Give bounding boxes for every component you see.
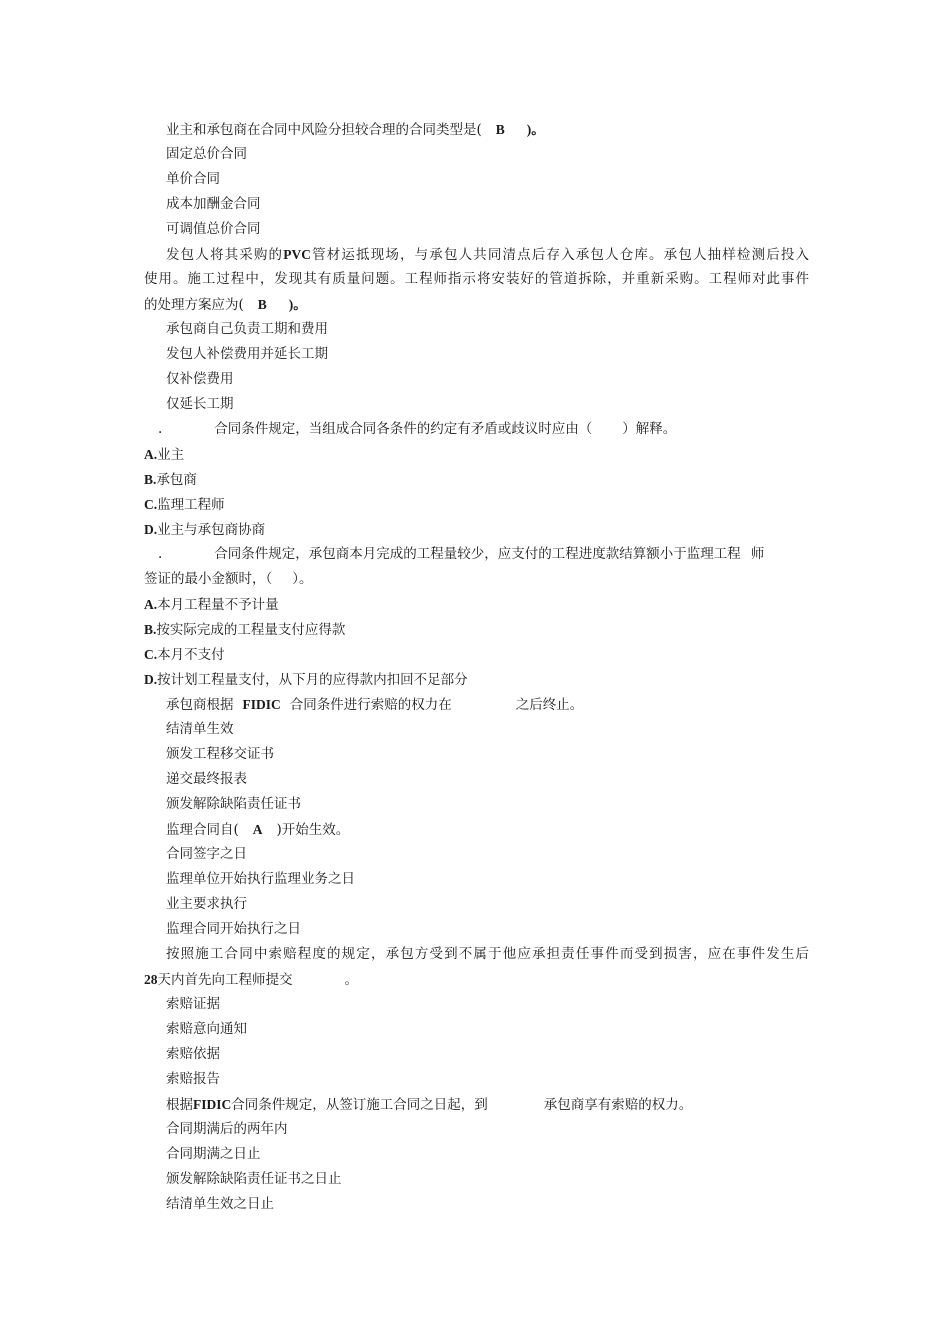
q7-option-3: 索赔依据 — [166, 1046, 220, 1062]
q5-option-3: 递交最终报表 — [166, 771, 247, 787]
q2-option-2: 发包人补偿费用并延长工期 — [166, 346, 328, 362]
question-3-stem — [144, 417, 809, 442]
q3-option-b — [144, 467, 809, 492]
q3-option-a-letter: A. — [144, 447, 158, 462]
q8-option-4: 结清单生效之日止 — [166, 1196, 274, 1212]
q4-option-a-letter: A. — [144, 597, 158, 612]
question-8-stem — [166, 1092, 809, 1117]
q7-option-1: 索赔证据 — [166, 996, 220, 1012]
q4-option-b — [144, 617, 809, 642]
question-2-line-3 — [144, 292, 809, 317]
q1-option-4: 可调值总价合同 — [166, 221, 261, 237]
q4-option-d-text: 按计划工程量支付，从下月的应得款内扣回不足部分 — [157, 672, 468, 688]
q1-option-3: 成本加酬金合同 — [166, 196, 261, 212]
q1-option-1: 固定总价合同 — [166, 146, 247, 162]
q4-option-c-text: 本月不支付 — [157, 647, 225, 663]
q5-option-4: 颁发解除缺陷责任证书 — [166, 796, 301, 812]
q3-option-d-letter: D. — [144, 522, 158, 537]
q4-text: 合同条件规定，承包商本月完成的工程量较少，应支付的工程进度款结算额小于监理工程 — [214, 546, 741, 562]
q8-text-b: 合同条件规定，从签订施工合同之日起，到 — [231, 1097, 488, 1113]
q4-option-c-letter: C. — [144, 647, 158, 662]
q8-text-c: 承包商享有索赔的权力。 — [543, 1097, 693, 1113]
q2-option-1: 承包商自己负责工期和费用 — [166, 321, 328, 337]
q7-text-b: 天内首先向工程师提交 — [157, 972, 293, 988]
question-5-stem — [166, 692, 809, 717]
q4-option-c — [144, 642, 809, 667]
q3-option-b-text: 承包商 — [156, 472, 197, 488]
q6-text-a: 监理合同自( — [166, 822, 239, 838]
q4-stem-end: ）。 — [292, 571, 313, 587]
q4-text-c: 签证的最小金额时，（ — [144, 571, 273, 587]
q7-days: 28 — [144, 972, 158, 987]
q2-pvc: PVC — [283, 247, 311, 262]
question-6-stem — [166, 817, 809, 842]
q5-fidic: FIDIC — [242, 697, 281, 712]
q4-option-b-text: 按实际完成的工程量支付应得款 — [156, 622, 346, 638]
q6-answer: A — [252, 822, 263, 837]
question-2-line-1 — [166, 242, 809, 267]
q2-stem-end: )。 — [288, 297, 307, 312]
q4-dot: . — [158, 546, 163, 562]
q1-option-2: 单价合同 — [166, 171, 220, 187]
q5-text-c: 之后终止。 — [515, 697, 584, 713]
q2-option-3: 仅补偿费用 — [166, 371, 234, 387]
q3-option-a — [144, 442, 809, 467]
q7-text-c: 。 — [344, 972, 358, 988]
q5-option-2: 颁发工程移交证书 — [166, 746, 274, 762]
q3-option-c — [144, 492, 809, 517]
q3-option-c-text: 监理工程师 — [157, 497, 225, 513]
q5-text-a: 承包商根据 — [166, 697, 234, 713]
q3-option-b-letter: B. — [144, 472, 157, 487]
q4-option-a — [144, 592, 809, 617]
question-4-line-1 — [144, 542, 809, 567]
q3-option-a-text: 业主 — [157, 447, 185, 463]
question-4-line-2 — [144, 567, 809, 592]
q6-option-4: 监理合同开始执行之日 — [166, 921, 301, 937]
q4-option-b-letter: B. — [144, 622, 157, 637]
q5-option-1: 结清单生效 — [166, 721, 234, 737]
q8-text-a: 根据 — [166, 1097, 193, 1113]
question-1-stem — [166, 117, 809, 142]
q4-option-a-text: 本月工程量不予计量 — [157, 597, 279, 613]
q8-option-3: 颁发解除缺陷责任证书之日止 — [166, 1171, 342, 1187]
q2-option-4: 仅延长工期 — [166, 396, 234, 412]
q6-option-1: 合同签字之日 — [166, 846, 247, 862]
question-7-line-2 — [144, 967, 809, 992]
q7-option-2: 索赔意向通知 — [166, 1021, 247, 1037]
q5-text-b: 合同条件进行索赔的权力在 — [289, 697, 452, 713]
q6-option-2: 监理单位开始执行监理业务之日 — [166, 871, 355, 887]
q2-answer: B — [257, 297, 267, 312]
q3-dot: . — [158, 421, 163, 437]
q3-option-d — [144, 517, 809, 542]
q2-text-b: 管材运抵现场，与承包人共同清点后存入承包人仓库。承包人抽样检测后投入 — [310, 247, 809, 263]
q3-option-d-text: 业主与承包商协商 — [157, 522, 266, 538]
q3-stem-end: ）解释。 — [622, 421, 677, 437]
q6-option-3: 业主要求执行 — [166, 896, 247, 912]
question-7-line-1: 按照施工合同中索赔程度的规定，承包方受到不属于他应承担责任事件而受到损害，应在事件发生后 — [166, 946, 809, 962]
q7-option-4: 索赔报告 — [166, 1071, 220, 1087]
question-2-line-2: 使用。施工过程中，发现其有质量问题。工程师指示将安装好的管道拆除，并重新采购。工程师对此事件 — [144, 271, 809, 287]
q4-text-end: 师 — [750, 546, 765, 562]
q8-option-2: 合同期满之日止 — [166, 1146, 261, 1162]
q1-answer: B — [495, 122, 505, 137]
q3-stem-text: 合同条件规定，当组成合同各条件的约定有矛盾或歧议时应由（ — [214, 421, 593, 437]
q2-text-a: 发包人将其采购的 — [166, 247, 284, 263]
q1-stem-text: 业主和承包商在合同中风险分担较合理的合同类型是( — [166, 122, 482, 138]
q4-option-d-letter: D. — [144, 672, 158, 687]
q8-fidic: FIDIC — [193, 1097, 232, 1112]
q1-stem-end: )。 — [526, 122, 545, 137]
q6-text-b: )开始生效。 — [276, 822, 350, 838]
q3-option-c-letter: C. — [144, 497, 158, 512]
q2-text-c: 的处理方案应为( — [144, 297, 244, 313]
q4-option-d — [144, 667, 809, 692]
q8-option-1: 合同期满后的两年内 — [166, 1121, 288, 1137]
